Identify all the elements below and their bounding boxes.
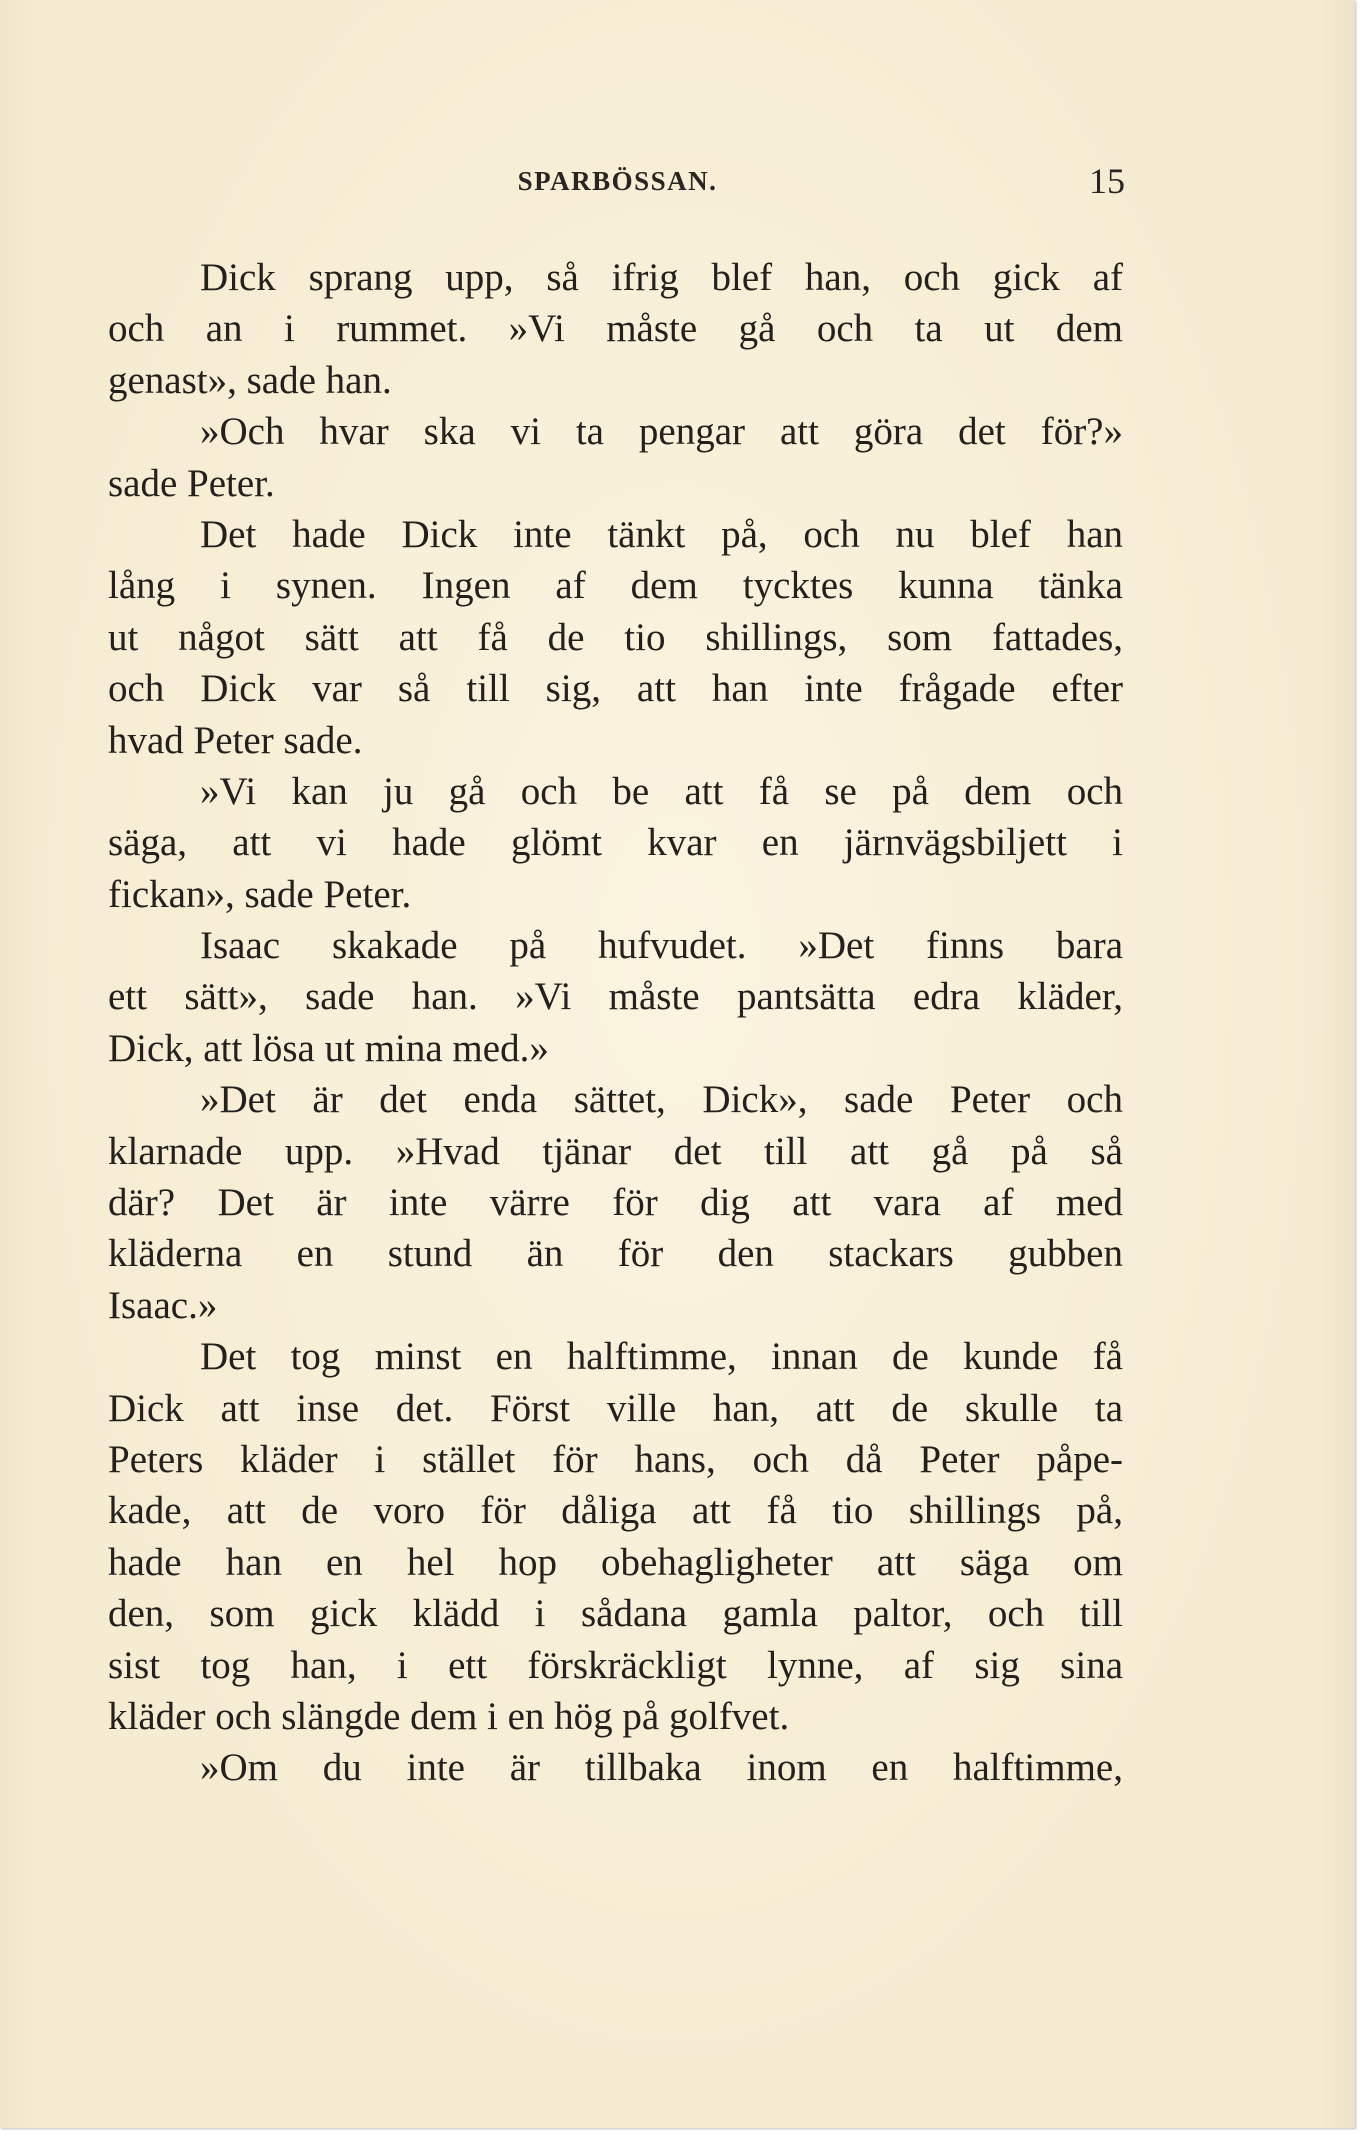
text-line: Dick att inse det. Först ville han, att de skulle ta xyxy=(108,1386,1123,1430)
text-line: kläderna en stund än för den stackars gubben xyxy=(108,1232,1123,1276)
text-line: genast», sade han. xyxy=(108,358,392,402)
text-line: sist tog han, i ett förskräckligt lynne, af sig sina xyxy=(108,1643,1123,1687)
text-line: Dick sprang upp, så ifrig blef han, och gick af xyxy=(200,256,1123,299)
text-line: sade Peter. xyxy=(108,461,275,505)
page-number: 15 xyxy=(1089,161,1125,201)
text-line: fickan», sade Peter. xyxy=(108,872,412,916)
text-line: Dick, att lösa ut mina med.» xyxy=(108,1026,549,1070)
body-text xyxy=(108,252,1123,1794)
text-line: Isaac.» xyxy=(108,1283,218,1327)
text-line: Peters kläder i stället för hans, och då Peter påpe- xyxy=(108,1437,1123,1481)
text-line: hade han en hel hop obehagligheter att säga om xyxy=(108,1540,1123,1584)
text-line: ut något sätt att få de tio shillings, som fattades, xyxy=(108,615,1123,659)
text-line: där? Det är inte värre för dig att vara af med xyxy=(108,1181,1123,1225)
text-line: lång i synen. Ingen af dem tycktes kunna tänka xyxy=(108,564,1123,608)
text-line: Det tog minst en halftimme, innan de kunde få xyxy=(200,1335,1123,1379)
text-line: Isaac skakade på hufvudet. »Det finns bara xyxy=(200,924,1123,968)
running-title: SPARBÖSSAN. xyxy=(517,166,718,196)
text-line: och an i rummet. »Vi måste gå och ta ut dem xyxy=(108,307,1123,351)
text-line: säga, att vi hade glömt kvar en järnvägsbiljett i xyxy=(108,821,1123,865)
text-line: ett sätt», sade han. »Vi måste pantsätta edra kläder, xyxy=(108,975,1123,1019)
text-line: den, som gick klädd i sådana gamla paltor, och till xyxy=(108,1592,1123,1636)
text-line: hvad Peter sade. xyxy=(108,718,363,762)
text-line: klarnade upp. »Hvad tjänar det till att gå på så xyxy=(108,1129,1123,1173)
page-header xyxy=(110,160,1125,210)
text-line: Det hade Dick inte tänkt på, och nu blef han xyxy=(200,512,1123,556)
text-line: kade, att de voro för dåliga att få tio shillings på, xyxy=(108,1489,1123,1533)
text-line: »Om du inte är tillbaka inom en halftimme, xyxy=(200,1746,1123,1790)
text-line: »Vi kan ju gå och be att få se på dem och xyxy=(200,769,1123,813)
text-line: »Det är det enda sättet, Dick», sade Peter och xyxy=(200,1078,1123,1122)
text-line: och Dick var så till sig, att han inte frågade efter xyxy=(108,667,1123,711)
text-line: kläder och slängde dem i en hög på golfvet. xyxy=(108,1694,790,1738)
text-line: »Och hvar ska vi ta pengar att göra det för?» xyxy=(200,410,1123,454)
